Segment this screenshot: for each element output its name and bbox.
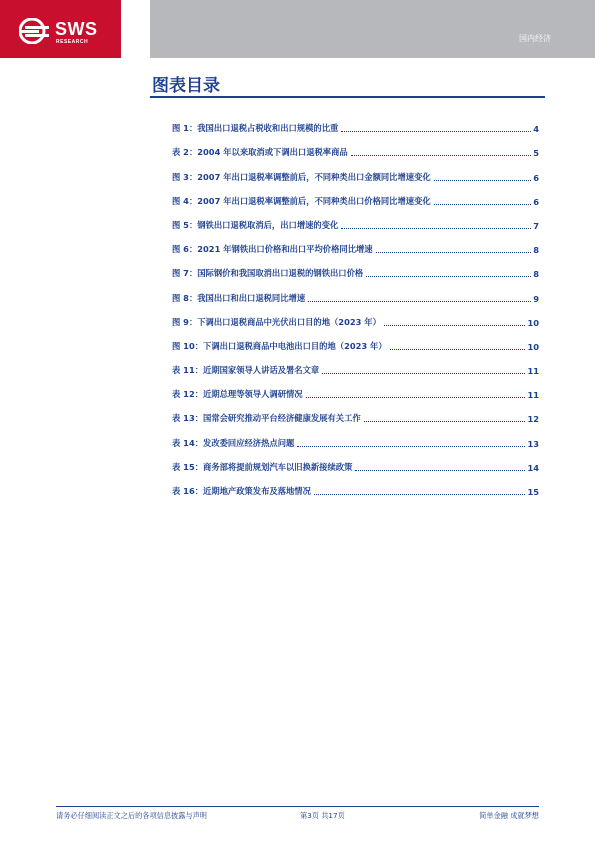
header-band (150, 0, 595, 58)
toc-entry-label: 表 13：国常会研究推动平台经济健康发展有关工作 (172, 413, 361, 424)
logo-subtext: RESEARCH (56, 39, 89, 45)
toc-entry-page: 11 (527, 366, 539, 377)
toc-entry-page: 14 (527, 462, 539, 473)
toc-entry[interactable] (172, 424, 539, 448)
toc-dot-leader (434, 204, 532, 205)
toc-entry-label: 图 9：下调出口退税商品中光伏出口目的地（2023 年） (172, 316, 381, 327)
toc-entry-label: 图 7：国际钢价和我国取消出口退税的钢铁出口价格 (172, 268, 364, 279)
toc-entry-page: 12 (527, 414, 539, 425)
toc-dot-leader (364, 421, 526, 422)
toc-entry-label: 表 16：近期地产政策发布及落地情况 (172, 486, 311, 496)
toc-dot-leader (341, 131, 531, 132)
toc-entry-page: 10 (527, 341, 539, 352)
footer-divider (56, 806, 539, 807)
report-category: 国内经济 (519, 34, 551, 43)
toc-entry-label: 表 11：近期国家领导人讲话及署名文章 (172, 365, 320, 376)
toc-entry[interactable] (172, 400, 539, 424)
toc-entry[interactable] (172, 255, 539, 279)
toc-entry-label: 表 2：2004 年以来取消或下调出口退税率商品 (172, 147, 348, 158)
toc-entry-page: 13 (527, 438, 539, 449)
toc-entry-page: 8 (533, 269, 539, 280)
toc-entry-label: 图 4：2007 年出口退税率调整前后，不同种类出口价格同比增速变化 (172, 195, 431, 206)
toc-entry-label: 图 6：2021 年钢铁出口价格和出口平均价格同比增速 (172, 244, 373, 255)
toc-entry-page: 9 (533, 293, 539, 304)
toc-dot-leader (341, 228, 531, 229)
toc-entry[interactable] (172, 376, 539, 400)
title-divider (150, 96, 545, 98)
toc-entry-page: 10 (527, 317, 539, 328)
toc-entry[interactable] (172, 183, 539, 207)
toc-entry-label: 表 14：发改委回应经济热点问题 (172, 437, 295, 448)
toc-entry[interactable] (172, 231, 539, 255)
toc-entry-label: 表 15：商务部将提前规划汽车以旧换新接续政策 (172, 461, 353, 472)
toc-dot-leader (355, 470, 525, 471)
toc-entry-page: 6 (533, 196, 539, 207)
toc-entry-label: 图 5：钢铁出口退税取消后，出口增速的变化 (172, 219, 339, 230)
toc-entry-label: 图 1：我国出口退税占税收和出口规模的比重 (172, 123, 339, 134)
toc-entry[interactable] (172, 328, 539, 352)
toc-entry-label: 图 3：2007 年出口退税率调整前后，不同种类出口金额同比增速变化 (172, 171, 431, 182)
toc-entry-label: 图 8：我国出口和出口退税同比增速 (172, 292, 306, 303)
toc-entry-label: 表 12：近期总理等领导人调研情况 (172, 389, 303, 400)
toc-entry[interactable] (172, 158, 539, 182)
toc-dot-leader (376, 252, 532, 253)
toc-dot-leader (384, 325, 526, 326)
footer-disclaimer: 请务必仔细阅读正文之后的各项信息披露与声明 (56, 811, 207, 820)
toc-entry[interactable] (172, 207, 539, 231)
toc-dot-leader (366, 276, 531, 277)
logo-text: SWS (55, 19, 98, 39)
toc-entry-page: 5 (533, 148, 539, 159)
toc-entry[interactable] (172, 449, 539, 473)
sws-logo (0, 0, 121, 58)
toc-dot-leader (322, 373, 525, 374)
toc-dot-leader (434, 180, 532, 181)
toc-entry-page: 15 (527, 487, 539, 497)
toc-dot-leader (351, 155, 532, 156)
toc-entry[interactable] (172, 279, 539, 303)
toc-entry[interactable] (172, 304, 539, 328)
toc-entry-label: 图 10：下调出口退税商品中电池出口目的地（2023 年） (172, 340, 387, 351)
toc-entry-page: 4 (533, 124, 539, 135)
section-title: 图表目录 (152, 76, 220, 96)
footer-slogan: 简单金融 成就梦想 (479, 811, 539, 820)
toc-dot-leader (297, 446, 525, 447)
toc-dot-leader (314, 494, 526, 495)
toc-entry-page: 7 (533, 220, 539, 231)
sws-logo-icon (19, 18, 49, 44)
toc-entry-page: 8 (533, 245, 539, 256)
toc-entry-page: 6 (533, 172, 539, 183)
toc-entry[interactable] (172, 352, 539, 376)
toc-dot-leader (306, 397, 526, 398)
toc-dot-leader (308, 301, 531, 302)
toc-entry[interactable] (172, 110, 539, 134)
toc-entry[interactable] (172, 134, 539, 158)
table-of-figures (172, 110, 539, 497)
toc-entry-page: 11 (527, 390, 539, 401)
toc-dot-leader (390, 349, 526, 350)
toc-entry[interactable] (172, 473, 539, 497)
footer-page-info: 第3页 共17页 (300, 811, 345, 820)
